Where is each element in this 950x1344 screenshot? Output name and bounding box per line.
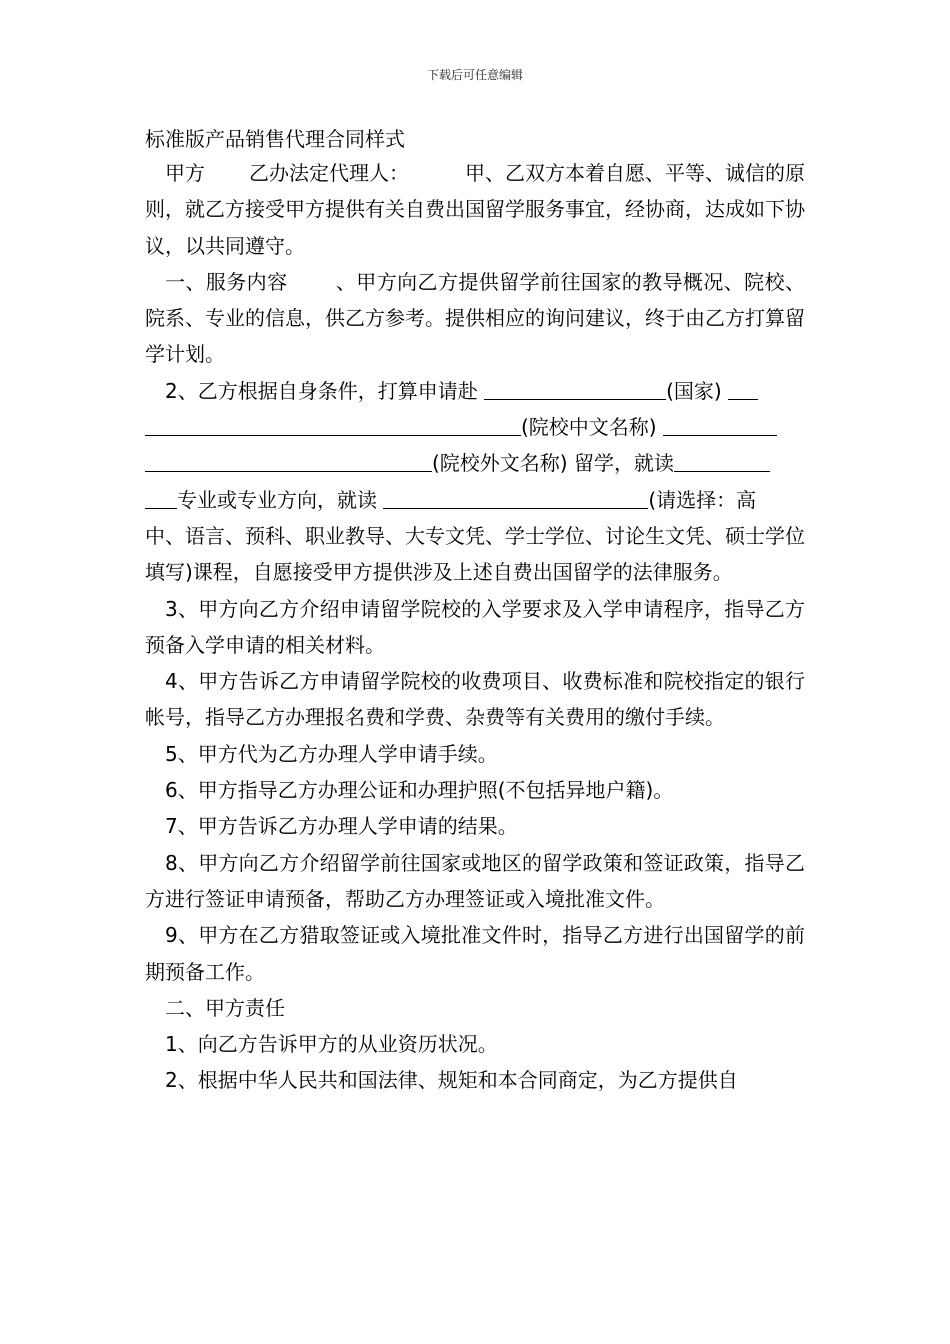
page-header: 下载后可任意编辑 [426,68,523,82]
item-7: 7、甲方告诉乙方办理人学申请的结果。 [165,814,518,839]
intro-paragraph [145,155,805,264]
item-5: 5、甲方代为乙方办理人学申请手续。 [165,741,498,766]
country-blank[interactable] [484,379,666,400]
item-9: 9、甲方在乙方猎取签证或入境批准文件时，指导乙方进行出国留学的前期预备工作。 [145,923,805,984]
major-blank-start[interactable] [674,451,770,472]
school-cn-blank[interactable] [145,415,521,436]
item-2-continuation: 中、语言、预科、职业教导、大专文凭、学士学位、讨论生文凭、硕士学位填写)课程，自愿接受甲方提供涉及上述自费出国留学的法律服务。 [145,523,805,585]
school-cn-label: (院校中文名称) [521,415,657,440]
country-label: (国家) [666,378,722,403]
section-1-paragraph [145,264,805,373]
school-en-blank-start[interactable] [663,415,777,436]
section-2-item-1: 1、向乙方告诉甲方的从业资历状况。 [165,1032,498,1057]
level-options-start: (请选择：高 [648,487,757,512]
item-6: 6、甲方指导乙方办理公证和办理护照(不包括异地户籍)。 [165,778,674,803]
party-b-label: 乙办法定代理人： [249,161,409,185]
item-2-prefix: 2、乙方根据自身条件，打算申请赴 [165,378,478,403]
section-1-heading: 一、服务内容 [165,269,288,294]
item-8: 8、甲方向乙方介绍留学前往国家或地区的留学政策和签证政策，指导乙方进行签证申请预备，帮助乙方办理签证或入境批准文件。 [145,850,805,911]
document-title: 标准版产品销售代理合同样式 [145,127,405,151]
item-2-paragraph [145,373,805,591]
school-en-label: (院校外文名称) 留学，就读 [432,451,674,476]
item-4: 4、甲方告诉乙方申请留学院校的收费项目、收费标准和院校指定的银行帐号，指导乙方办理报名费和学费、杂费等有关费用的缴付手续。 [145,669,805,730]
party-a-label: 甲方 [165,161,205,185]
major-blank[interactable] [145,488,177,509]
section-1-text: 、甲方向乙方提供留学前往国家的教导概况、院校、院系、专业的信息，供乙方参考。提供相应的询问建议，终于由乙方打算留学计划。 [145,269,806,367]
intro-text: 甲、乙双方本着自愿、平等、诚信的原则，就乙方接受甲方提供有关自费出国留学服务事宜，经协商，达成如下协议，以共同遵守。 [145,161,805,258]
document-body [145,155,805,1099]
level-blank[interactable] [383,488,648,509]
major-label: 专业或专业方向，就读 [177,487,377,512]
item-3: 3、甲方向乙方介绍申请留学院校的入学要求及入学申请程序，指导乙方预备入学申请的相关材料。 [145,596,805,657]
school-en-blank[interactable] [145,451,432,472]
school-cn-blank-start[interactable] [728,379,758,400]
section-2-heading: 二、甲方责任 [165,995,285,1020]
section-2-item-2: 2、根据中华人民共和国法律、规矩和本合同商定，为乙方提供自 [165,1068,738,1093]
